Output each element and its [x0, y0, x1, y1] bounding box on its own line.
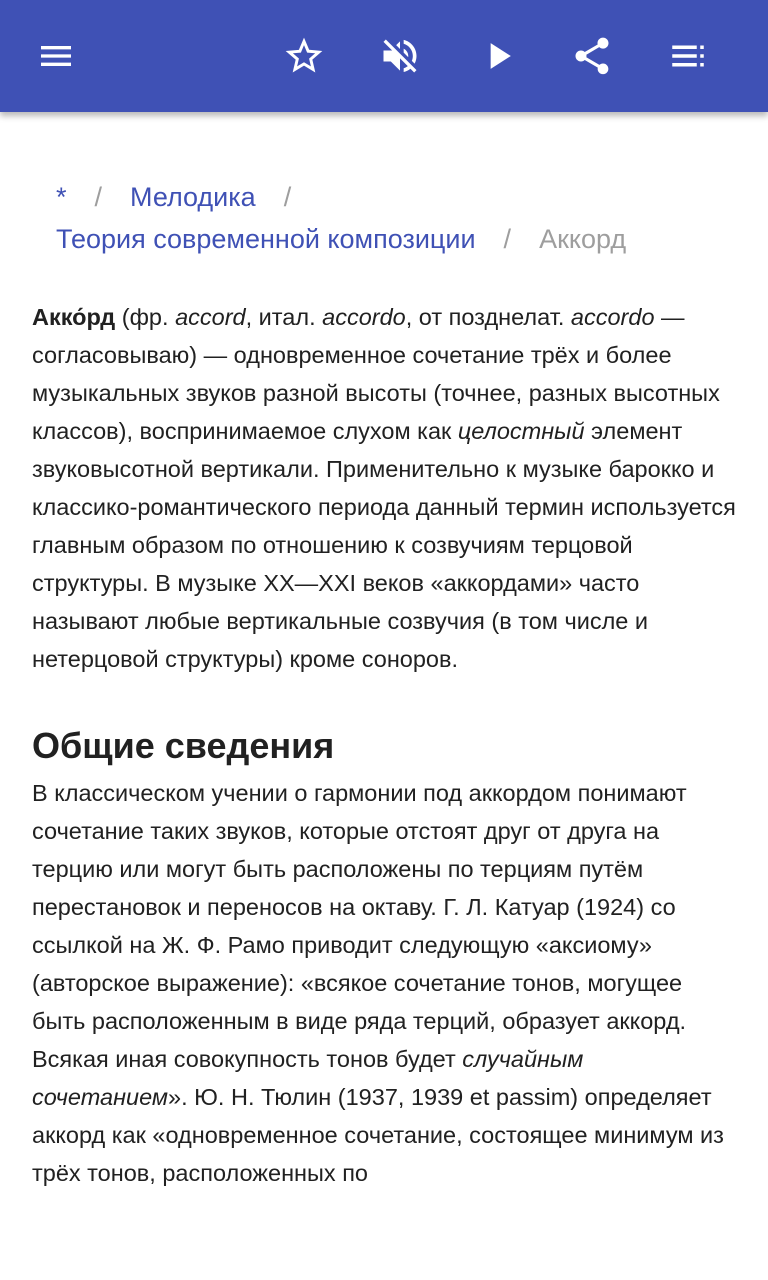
breadcrumb	[56, 176, 746, 260]
intro-text: , итал.	[245, 304, 323, 330]
volume-off-icon	[378, 34, 422, 78]
toc-icon	[667, 35, 709, 77]
breadcrumb-separator: /	[94, 182, 103, 212]
breadcrumb-separator: /	[283, 182, 292, 212]
intro-foreign-word: accordo	[322, 304, 406, 330]
menu-icon	[36, 36, 76, 76]
table-of-contents-button[interactable]	[660, 28, 716, 84]
breadcrumb-current: Аккорд	[539, 224, 627, 254]
share-icon	[570, 34, 614, 78]
section-text: В классическом учении о гармонии под аккордом понимают сочетание таких звуков, которые отстоят друг от друга на терцию или могут быть расположены по терциям путём перестановок и переносов на октаву. Г. Л. Катуар (1924) со ссылкой на Ж. Ф. Рамо приводит следующую «аксиому» (авторское выражение): «всякое сочетание тонов, могущее быть расположенным в виде ряда терций, образует аккорд. Всякая иная совокупность тонов будет	[32, 780, 687, 1072]
intro-text: (фр.	[115, 304, 176, 330]
menu-button[interactable]	[28, 28, 84, 84]
breadcrumb-link-modern-composition[interactable]: Теория современной композиции	[56, 224, 476, 254]
breadcrumb-separator: /	[503, 224, 512, 254]
section-emphasis: случайным сочетанием	[32, 1046, 584, 1110]
article-body	[32, 298, 738, 1192]
intro-text: элемент звуковысотной вертикали. Применительно к музыке барокко и классико-романтического периода данный термин используется главным образом по отношению к созвучиям терцовой структуры. В музыке XX—XXI веков «аккордами» часто называют любые вертикальные созвучия (в том числе и нетерцовой структуры) кроме соноров.	[32, 418, 736, 672]
breadcrumb-link-melodika[interactable]: Мелодика	[130, 182, 256, 212]
play-icon	[476, 34, 520, 78]
share-button[interactable]	[564, 28, 620, 84]
article-term: Акко́рд	[32, 304, 116, 330]
intro-paragraph	[32, 298, 738, 678]
intro-emphasis: целостный	[457, 418, 585, 444]
section-heading: Общие сведения	[32, 725, 335, 766]
intro-foreign-word: accord	[175, 304, 246, 330]
section-text: ». Ю. Н. Тюлин (1937, 1939 et passim) определяет аккорд как «одновременное сочетание, состоящее минимум из трёх тонов, расположенных по	[32, 1084, 724, 1186]
intro-text: — согласовываю) — одновременное сочетание трёх и более музыкальных звуков разной высоты (точнее, разных высотных классов), воспринимаемое слухом как	[32, 304, 720, 444]
play-button[interactable]	[470, 28, 526, 84]
breadcrumb-link-home[interactable]: *	[56, 182, 67, 212]
bookmark-button[interactable]	[276, 28, 332, 84]
intro-text: , от позднелат.	[405, 304, 571, 330]
mute-button[interactable]	[372, 28, 428, 84]
section-paragraph	[32, 774, 738, 1192]
star-icon	[282, 34, 326, 78]
article-content	[0, 112, 768, 1280]
app-bar	[0, 0, 768, 112]
intro-foreign-word: accordo	[570, 304, 655, 330]
